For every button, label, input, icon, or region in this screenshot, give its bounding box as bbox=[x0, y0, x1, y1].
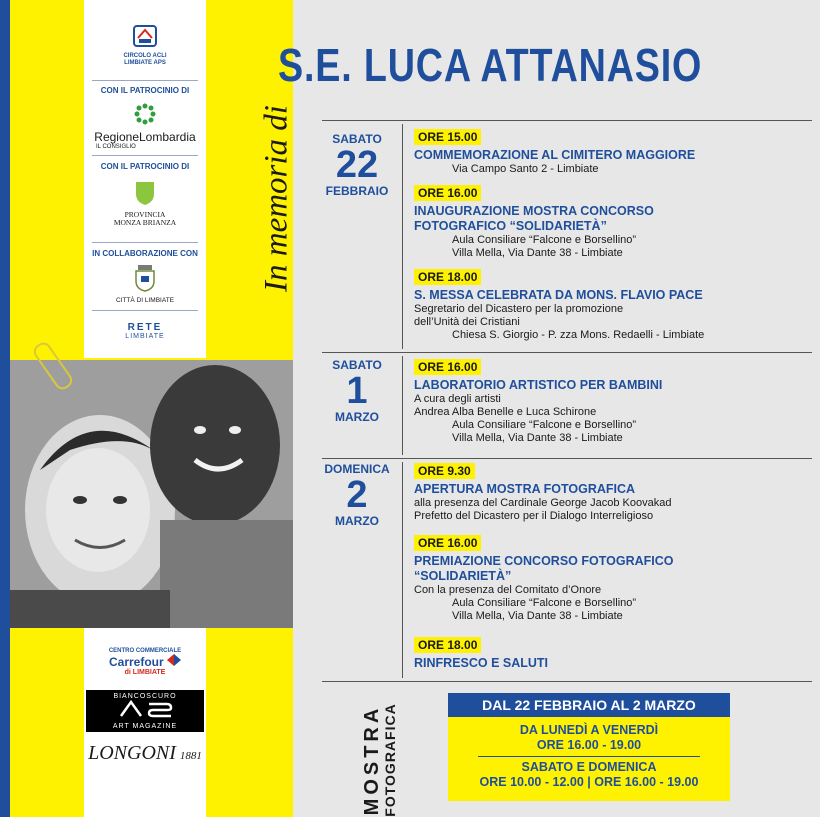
carrefour-mark-icon bbox=[167, 654, 181, 666]
divider bbox=[92, 310, 198, 311]
event-line: Andrea Alba Benelle e Luca Schirone bbox=[414, 406, 597, 418]
event-line: Villa Mella, Via Dante 38 - Limbiate bbox=[452, 432, 623, 444]
divider bbox=[402, 462, 403, 678]
day-name: SABATO bbox=[332, 132, 382, 146]
event-time: ORE 15.00 bbox=[414, 129, 481, 145]
event-line: Aula Consiliare “Falcone e Borsellino” bbox=[452, 419, 637, 431]
rete-line1: RETE bbox=[127, 322, 163, 333]
event-title-line: FOTOGRAFICO “SOLIDARIETÀ” bbox=[414, 219, 607, 233]
event-premiazione bbox=[414, 534, 814, 623]
regione-logo bbox=[84, 102, 206, 150]
event-line: alla presenza del Cardinale George Jacob Koovakad bbox=[414, 497, 672, 509]
mostra-hours-box bbox=[448, 693, 730, 801]
carrefour-line2 bbox=[84, 654, 206, 669]
mostra-label-1: MOSTRA bbox=[361, 704, 383, 816]
event-title bbox=[414, 554, 814, 584]
citta-name: CITTÀ DI LIMBIATE bbox=[115, 297, 175, 304]
regione-sub: IL CONSIGLIO bbox=[96, 144, 136, 150]
provincia-shield-icon bbox=[134, 180, 156, 206]
event-line: Segretario del Dicastero per la promozione bbox=[414, 303, 624, 315]
biancoscuro-top: BIANCOSCURO bbox=[113, 693, 177, 700]
event-title bbox=[414, 204, 814, 234]
event-commemorazione bbox=[414, 128, 814, 176]
collaborazione-text: IN COLLABORAZIONE CON bbox=[92, 249, 198, 258]
provincia-line1: PROVINCIA bbox=[124, 210, 166, 219]
sponsor-card bbox=[84, 0, 206, 358]
mostra-vertical-label bbox=[362, 700, 398, 820]
day-name: DOMENICA bbox=[324, 462, 390, 476]
event-line: Aula Consiliare “Falcone e Borsellino” bbox=[452, 597, 637, 609]
event-time: ORE 16.00 bbox=[414, 535, 481, 551]
mostra-schedule bbox=[448, 717, 730, 801]
rete-line2: LIMBIATE bbox=[125, 333, 165, 340]
weekdays-label: DA LUNEDÌ A VENERDÌ bbox=[519, 723, 659, 737]
bs-monogram-icon bbox=[115, 700, 175, 718]
weekdays-hours: ORE 16.00 - 19.00 bbox=[536, 738, 642, 752]
day-1-marzo bbox=[320, 358, 394, 424]
event-time: ORE 16.00 bbox=[414, 359, 481, 375]
divider bbox=[92, 155, 198, 156]
longoni-year: 1881 bbox=[179, 750, 202, 762]
event-line: Villa Mella, Via Dante 38 - Limbiate bbox=[452, 247, 623, 259]
divider bbox=[478, 756, 700, 757]
mostra-label-2: FOTOGRAFICA bbox=[382, 703, 398, 817]
weekend-label: SABATO E DOMENICA bbox=[521, 760, 657, 774]
event-rinfresco bbox=[414, 636, 814, 671]
event-line: Con la presenza del Comitato d’Onore bbox=[414, 584, 602, 596]
day-number: 1 bbox=[346, 370, 368, 412]
carrefour-line1: CENTRO COMMERCIALE bbox=[108, 648, 182, 654]
day-month: MARZO bbox=[335, 514, 379, 528]
event-santa-messa bbox=[414, 268, 814, 342]
event-line: Villa Mella, Via Dante 38 - Limbiate bbox=[452, 610, 623, 622]
rosa-camuna-icon bbox=[133, 102, 157, 126]
memoria-vertical-text: In memoria di bbox=[258, 105, 295, 292]
event-title-line: INAUGURAZIONE MOSTRA CONCORSO bbox=[414, 204, 654, 218]
biancoscuro-logo bbox=[86, 690, 204, 732]
portrait-photo bbox=[10, 360, 293, 628]
event-line: A cura degli artisti bbox=[414, 393, 501, 405]
event-title: RINFRESCO E SALUTI bbox=[414, 656, 549, 670]
event-title-line: “SOLIDARIETÀ” bbox=[414, 569, 512, 583]
event-title: S. MESSA CELEBRATA DA MONS. FLAVIO PACE bbox=[414, 288, 703, 302]
collaborazione-label bbox=[84, 249, 206, 259]
event-title: LABORATORIO ARTISTICO PER BAMBINI bbox=[414, 378, 663, 392]
day-number: 2 bbox=[346, 474, 368, 516]
event-line: dell’Unità dei Cristiani bbox=[414, 316, 520, 328]
patrocinio-label-1 bbox=[84, 86, 206, 96]
acli-logo bbox=[84, 24, 206, 67]
divider bbox=[92, 80, 198, 81]
day-month: MARZO bbox=[335, 410, 379, 424]
sponsor-card-bottom bbox=[84, 628, 206, 817]
event-line: Aula Consiliare “Falcone e Borsellino” bbox=[452, 234, 637, 246]
event-inaugurazione bbox=[414, 184, 814, 260]
carrefour-name: Carrefour bbox=[108, 655, 164, 669]
comune-crest-icon bbox=[134, 264, 156, 292]
event-time: ORE 9.30 bbox=[414, 463, 475, 479]
divider bbox=[322, 681, 812, 682]
event-line: Chiesa S. Giorgio - P. zza Mons. Redaelli - Limbiate bbox=[452, 329, 705, 341]
patrocinio-text-2: CON IL PATROCINIO DI bbox=[100, 162, 190, 171]
day-month: FEBBRAIO bbox=[325, 184, 389, 198]
divider bbox=[402, 356, 403, 455]
event-title-line: PREMIAZIONE CONCORSO FOTOGRAFICO bbox=[414, 554, 674, 568]
day-number: 22 bbox=[335, 144, 379, 186]
event-laboratorio bbox=[414, 358, 814, 445]
longoni-logo bbox=[84, 742, 206, 765]
carrefour-line3: di LIMBIATE bbox=[124, 669, 166, 676]
carrefour-logo bbox=[84, 648, 206, 676]
event-line: Prefetto del Dicastero per il Dialogo Interreligioso bbox=[414, 510, 654, 522]
longoni-name: LONGONI bbox=[88, 742, 176, 764]
event-time: ORE 18.00 bbox=[414, 637, 481, 653]
regione-name: RegioneLombardia bbox=[94, 130, 196, 144]
divider bbox=[322, 120, 812, 121]
biancoscuro-bottom: ART MAGAZINE bbox=[112, 723, 178, 730]
acli-line1: CIRCOLO ACLI bbox=[123, 53, 167, 59]
event-title: APERTURA MOSTRA FOTOGRAFICA bbox=[414, 482, 636, 496]
day-2-marzo bbox=[320, 462, 394, 528]
page-title: S.E. LUCA ATTANASIO bbox=[278, 39, 703, 91]
acli-icon bbox=[132, 24, 158, 48]
patrocinio-text-1: CON IL PATROCINIO DI bbox=[100, 86, 190, 95]
acli-line2: LIMBIATE APS bbox=[124, 60, 166, 66]
divider bbox=[92, 242, 198, 243]
event-apertura-mostra bbox=[414, 462, 814, 523]
patrocinio-label-2 bbox=[84, 162, 206, 172]
event-time: ORE 18.00 bbox=[414, 269, 481, 285]
day-name: SABATO bbox=[332, 358, 382, 372]
mostra-period: DAL 22 FEBBRAIO AL 2 MARZO bbox=[448, 693, 730, 717]
day-22-febbraio bbox=[320, 132, 394, 198]
event-line: Via Campo Santo 2 - Limbiate bbox=[452, 163, 599, 175]
citta-logo bbox=[84, 264, 206, 304]
provincia-line2: MONZA BRIANZA bbox=[113, 218, 177, 227]
divider bbox=[402, 124, 403, 349]
photo-image bbox=[10, 360, 293, 628]
provincia-logo bbox=[84, 180, 206, 227]
rete-logo bbox=[84, 322, 206, 340]
divider bbox=[322, 458, 812, 459]
event-time: ORE 16.00 bbox=[414, 185, 481, 201]
divider bbox=[322, 352, 812, 353]
blue-strip bbox=[0, 0, 10, 817]
event-title: COMMEMORAZIONE AL CIMITERO MAGGIORE bbox=[414, 148, 696, 162]
weekend-hours: ORE 10.00 - 12.00 | ORE 16.00 - 19.00 bbox=[479, 775, 699, 789]
